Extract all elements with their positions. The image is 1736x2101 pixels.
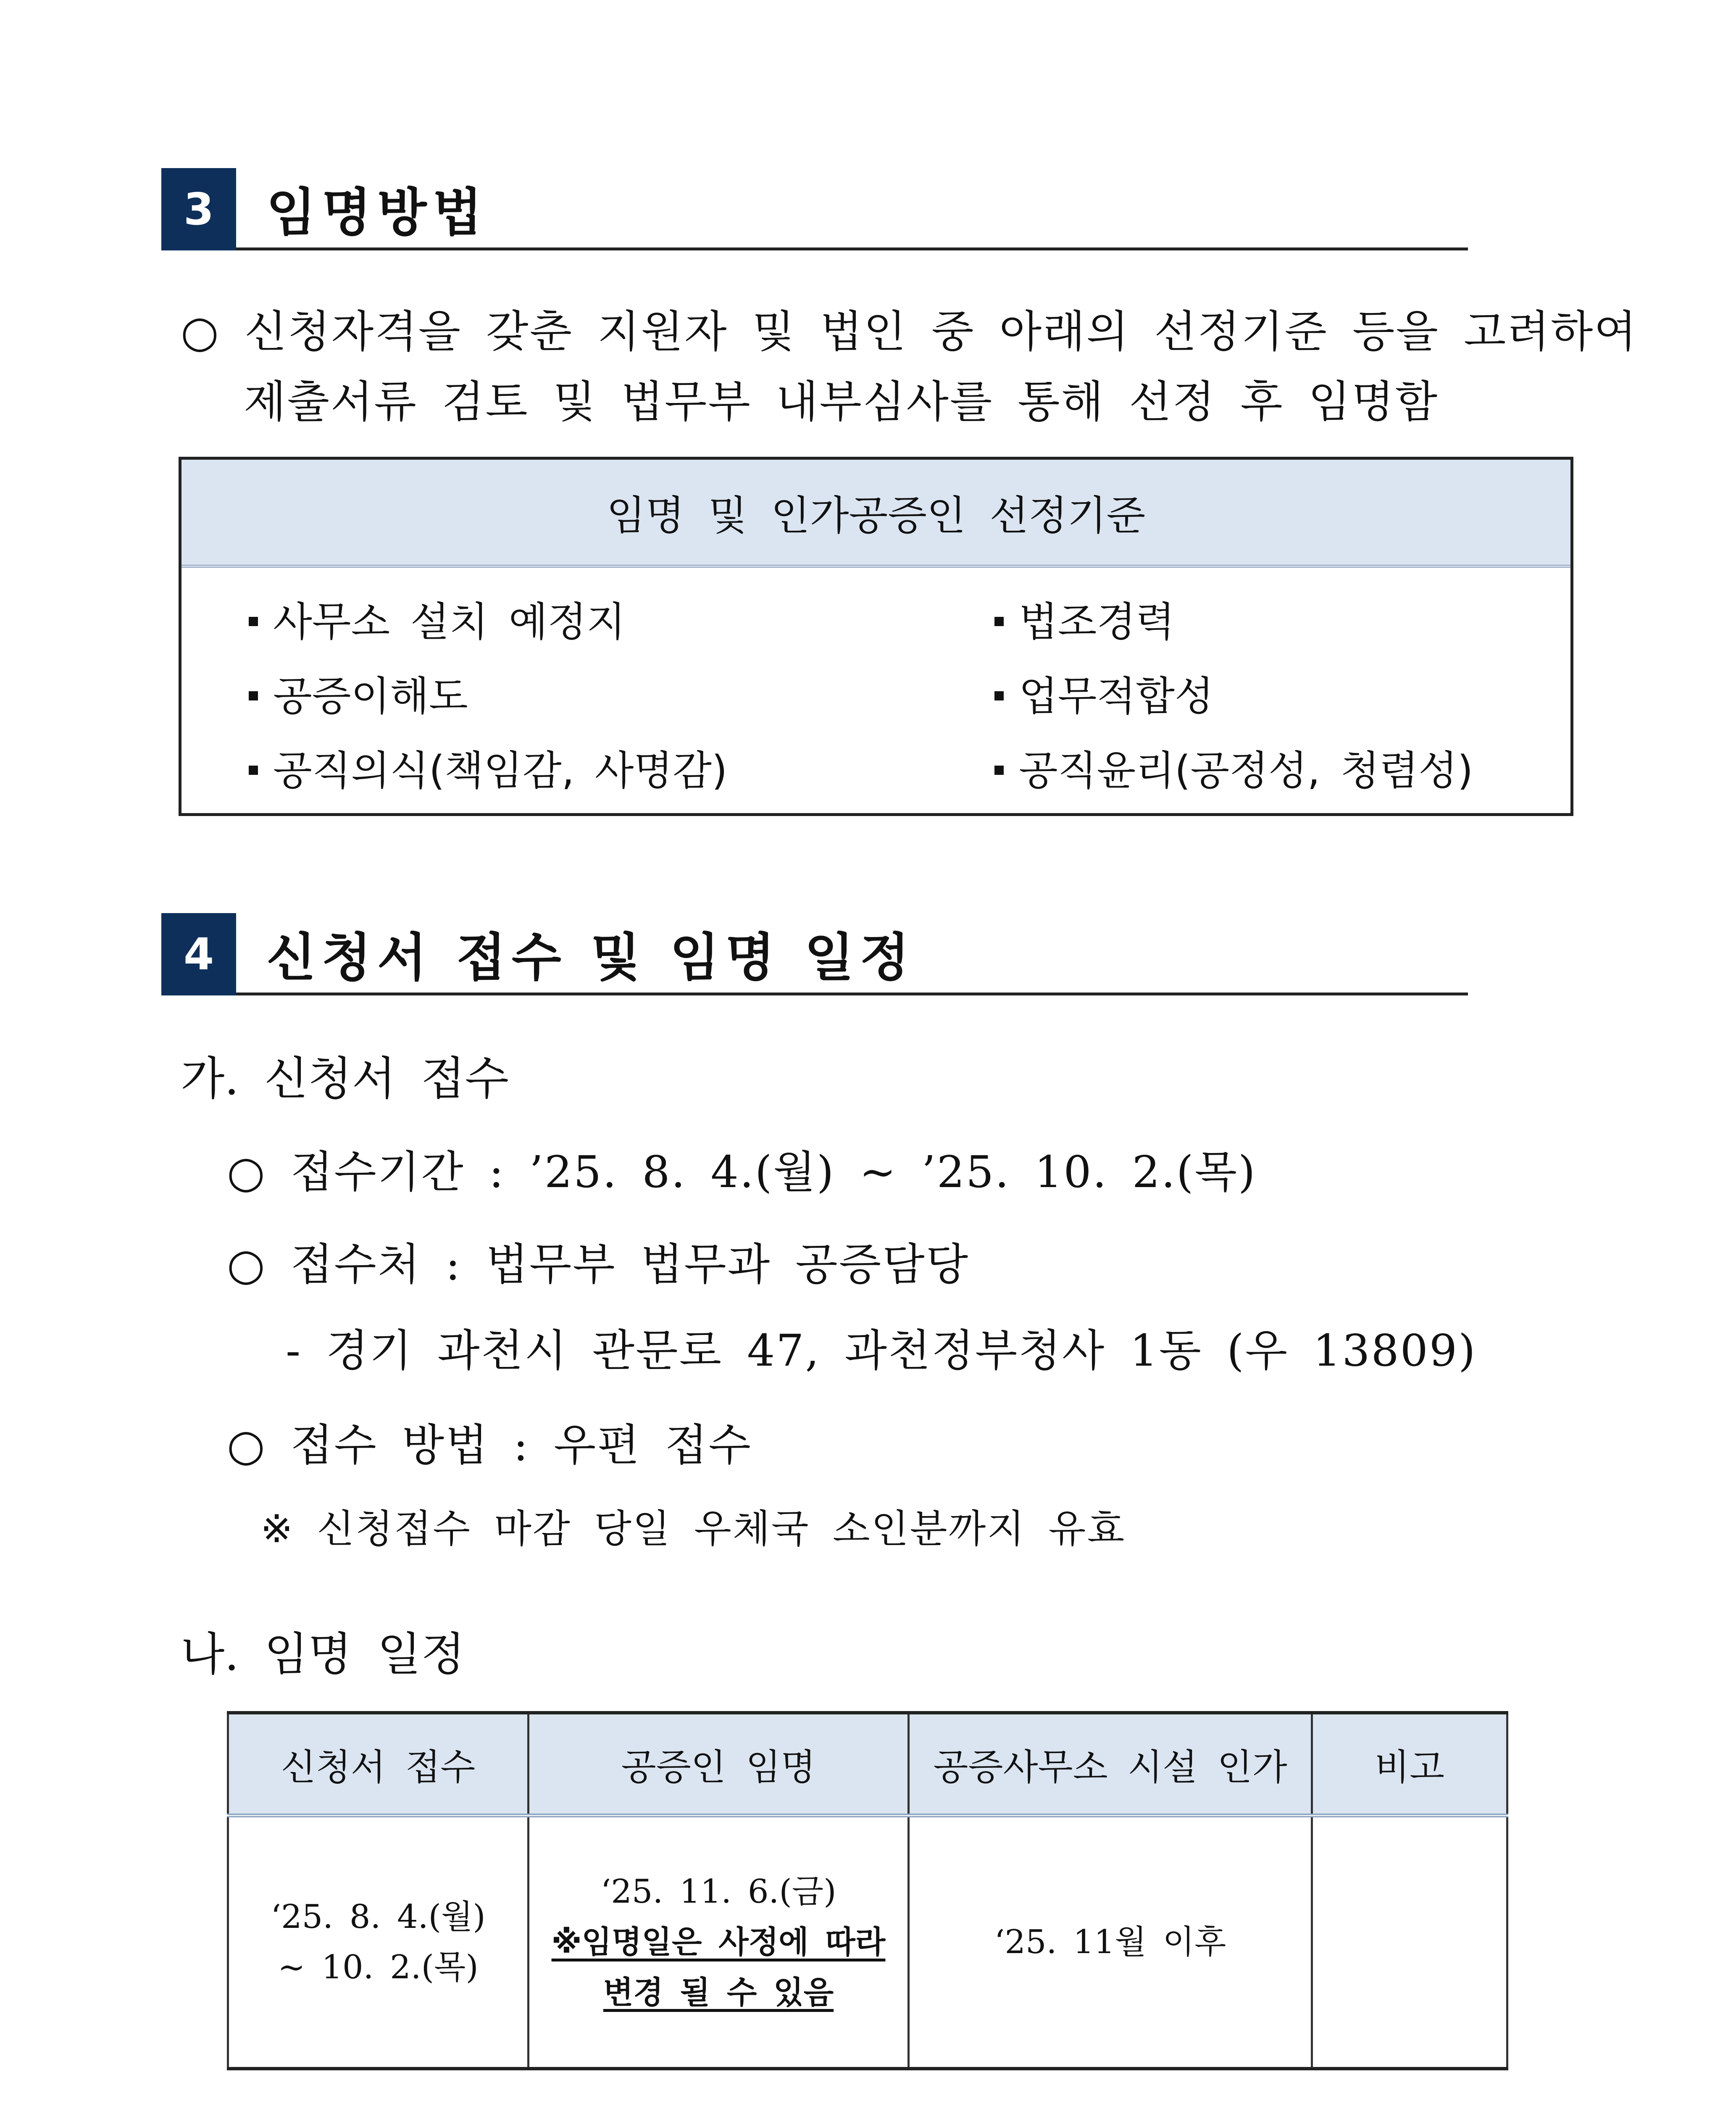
section-title: 임명방법 xyxy=(266,182,488,242)
criteria-item: 공증이해도 xyxy=(249,664,468,722)
section-underline xyxy=(236,247,1468,250)
section-3-heading xyxy=(161,168,1468,250)
section-4-heading xyxy=(161,913,1468,995)
appointment-change-note: ※임명일은 사정에 따라 xyxy=(551,1924,886,1960)
section-number-badge: 3 xyxy=(161,168,236,250)
section-number-badge: 4 xyxy=(161,913,236,995)
criteria-item: 업무적합성 xyxy=(994,664,1214,722)
receipt-address: - 경기 과천시 관문로 47, 과천정부청사 1동 (우 13809) xyxy=(286,1325,1477,1376)
cell-facility-approval: ‘25. 11월 이후 xyxy=(909,1816,1312,2069)
section-title: 신청서 접수 및 임명 일정 xyxy=(266,927,915,987)
header-facility-approval: 공증사무소 시설 인가 xyxy=(909,1713,1312,1816)
header-appointment: 공증인 임명 xyxy=(529,1713,909,1816)
subsection-b-title: 나. 임명 일정 xyxy=(181,1628,465,1681)
cell-remarks xyxy=(1312,1816,1507,2069)
bullet-square-icon xyxy=(994,617,1004,626)
criteria-item: 공직윤리(공정성, 청렴성) xyxy=(994,739,1473,796)
criteria-item: 법조경력 xyxy=(994,590,1175,648)
criteria-item: 사무소 설치 예정지 xyxy=(249,590,626,648)
receipt-method: ○ 접수 방법 : 우편 접수 xyxy=(227,1419,752,1471)
method-line-1: ○ 신청자격을 갖춘 지원자 및 법인 중 아래의 선정기준 등을 고려하여 xyxy=(181,306,1638,357)
subsection-a-title: 가. 신청서 접수 xyxy=(181,1053,509,1105)
header-receipt: 신청서 접수 xyxy=(228,1713,529,1816)
method-line-2: 제출서류 검토 및 법무부 내부심사를 통해 선정 후 임명함 xyxy=(244,376,1439,427)
bullet-square-icon xyxy=(994,691,1004,700)
section-underline xyxy=(236,993,1468,995)
bullet-square-icon xyxy=(249,766,258,775)
receipt-place: ○ 접수처 : 법무부 법무과 공증담당 xyxy=(227,1239,970,1290)
header-remarks: 비고 xyxy=(1312,1713,1507,1816)
criteria-item: 공직의식(책임감, 사명감) xyxy=(249,739,727,796)
appointment-change-note: 변경 될 수 있음 xyxy=(603,1975,834,2011)
table-header-row xyxy=(228,1713,1507,1816)
table-row xyxy=(228,1816,1507,2069)
criteria-box xyxy=(179,457,1573,816)
bullet-square-icon xyxy=(249,617,258,626)
receipt-note: ※ 신청접수 마감 당일 우체국 소인분까지 유효 xyxy=(260,1506,1126,1551)
cell-appointment: ‘25. 11. 6.(금) ※임명일은 사정에 따라 변경 될 수 있음 xyxy=(529,1816,909,2069)
bullet-square-icon xyxy=(994,766,1004,775)
receipt-period: ○ 접수기간 : ’25. 8. 4.(월) ~ ’25. 10. 2.(목) xyxy=(227,1146,1257,1198)
criteria-title: 임명 및 인가공증인 선정기준 xyxy=(181,460,1570,568)
cell-receipt: ‘25. 8. 4.(월) ~ 10. 2.(목) xyxy=(228,1816,529,2069)
schedule-table xyxy=(227,1711,1508,2070)
bullet-square-icon xyxy=(249,691,258,700)
